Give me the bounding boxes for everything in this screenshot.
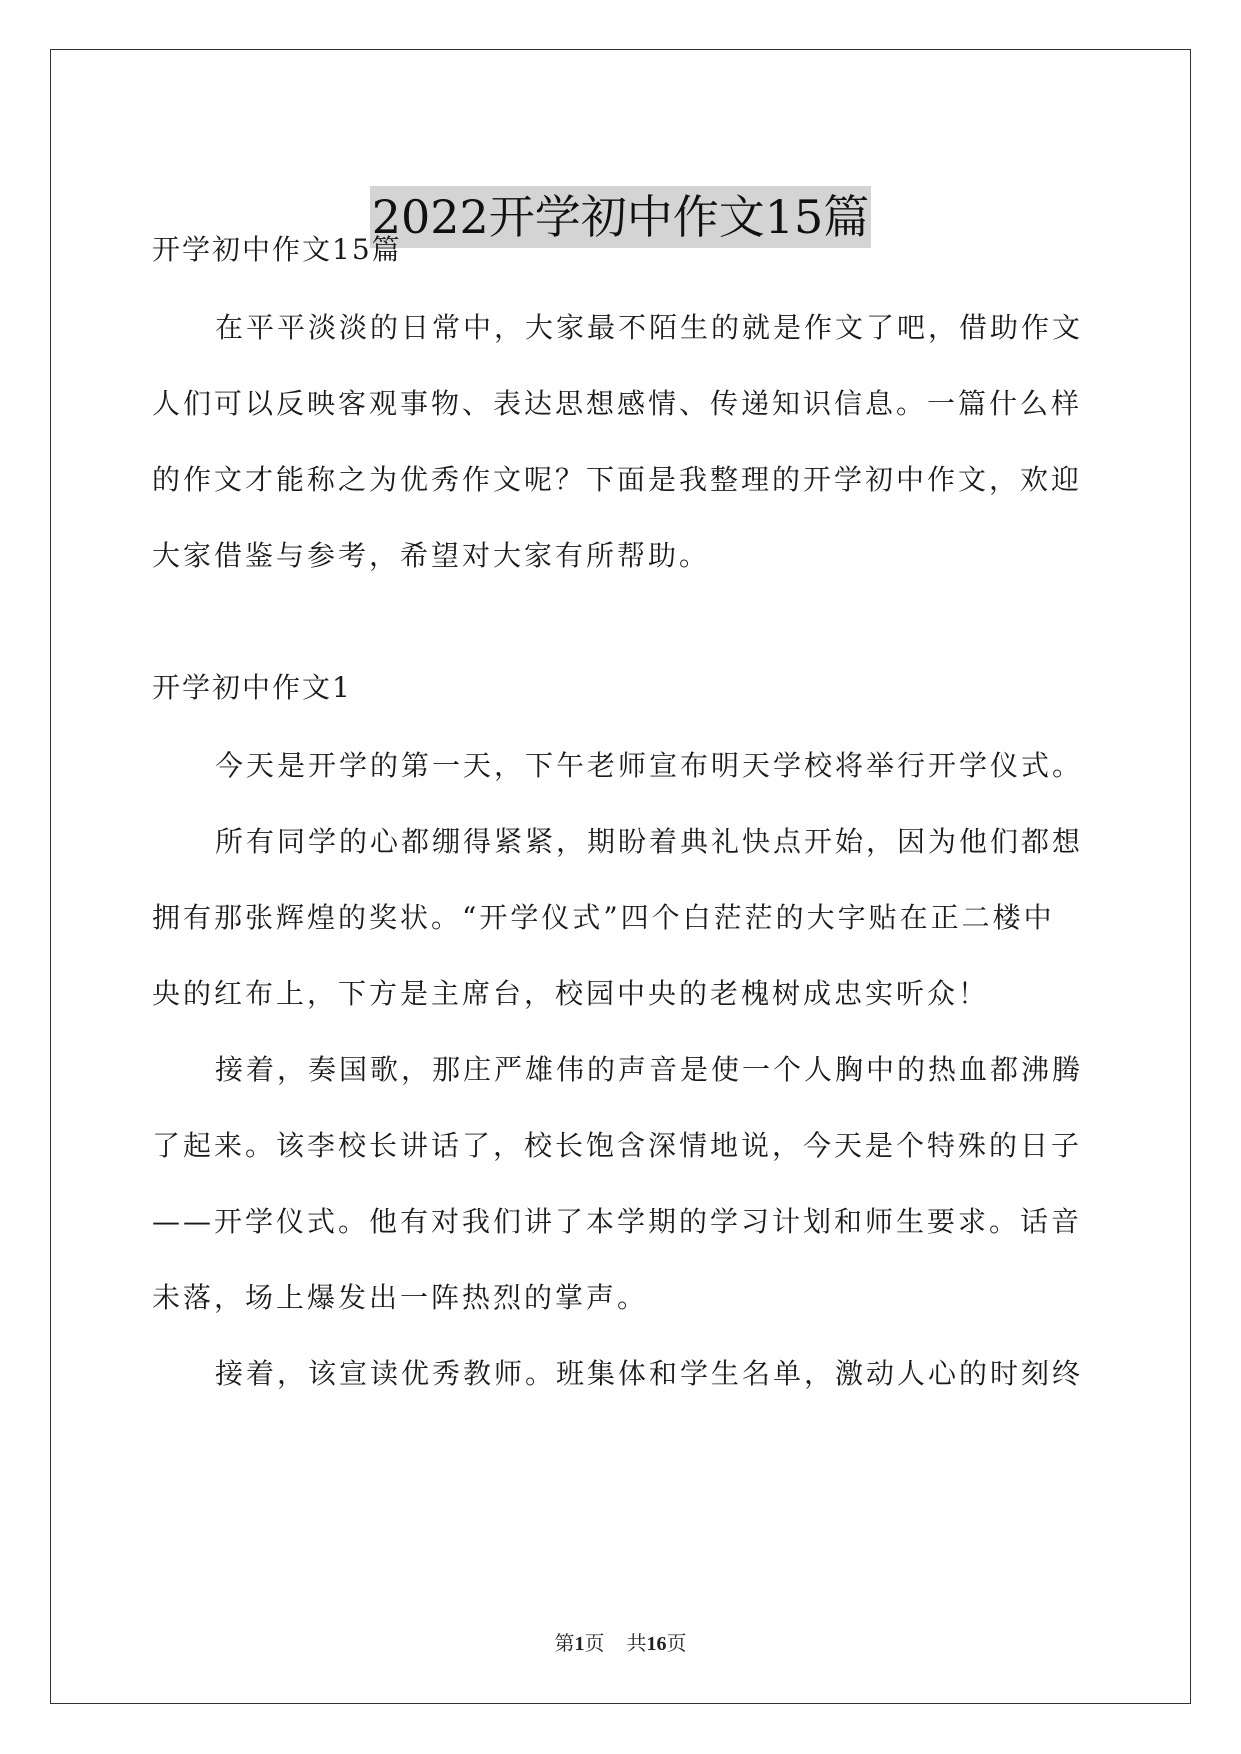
essay-paragraph-1 <box>152 746 1090 786</box>
intro-heading: 开学初中作文15篇 <box>152 233 402 266</box>
paragraph-line: 大家借鉴与参考，希望对大家有所帮助。 <box>152 539 711 572</box>
page-footer <box>0 1630 1241 1657</box>
intro-paragraph <box>152 308 1090 576</box>
essay-heading: 开学初中作文1 <box>152 671 352 704</box>
section-gap <box>152 612 1090 668</box>
paragraph-line: 的作文才能称之为优秀作文呢？下面是我整理的开学初中作文，欢迎 <box>152 463 1083 496</box>
paragraph-line: 拥有那张辉煌的奖状。“开学仪式”四个白茫茫的大字贴在正二楼中 <box>152 901 1055 934</box>
essay-paragraph-2 <box>152 822 1090 1014</box>
paragraph-line: 人们可以反映客观事物、表达思想感情、传递知识信息。一篇什么样 <box>152 387 1083 420</box>
paragraph-line: 在平平淡淡的日常中，大家最不陌生的就是作文了吧，借助作文 <box>215 311 1084 344</box>
paragraph-line: 央的红布上，下方是主席台，校园中央的老槐树成忠实听众！ <box>152 977 990 1010</box>
paragraph-line: 所有同学的心都绷得紧紧，期盼着典礼快点开始，因为他们都想 <box>215 825 1084 858</box>
paragraph-line: 未落，场上爆发出一阵热烈的掌声。 <box>152 1281 649 1314</box>
paragraph-line: ——开学仪式。他有对我们讲了本学期的学习计划和师生要求。话音 <box>152 1205 1083 1238</box>
paragraph-line: 今天是开学的第一天，下午老师宣布明天学校将举行开学仪式。 <box>215 749 1084 782</box>
paragraph-line: 接着，该宣读优秀教师。班集体和学生名单，激动人心的时刻终 <box>215 1357 1084 1390</box>
paragraph-line: 接着，奏国歌，那庄严雄伟的声音是使一个人胸中的热血都沸腾 <box>215 1053 1084 1086</box>
page-prefix: 第 <box>554 1631 575 1655</box>
total-suffix: 页 <box>666 1631 687 1655</box>
paragraph-line: 了起来。该李校长讲话了，校长饱含深情地说，今天是个特殊的日子 <box>152 1129 1083 1162</box>
page-suffix: 页 <box>584 1631 605 1655</box>
page-total: 16 <box>646 1633 667 1655</box>
document-body <box>152 230 1090 1430</box>
essay-paragraph-4 <box>152 1354 1090 1394</box>
page-current: 1 <box>574 1633 585 1655</box>
essay-paragraph-3 <box>152 1050 1090 1318</box>
total-prefix: 共 <box>626 1631 647 1655</box>
document-title: 2022开学初中作文15篇 <box>370 186 872 248</box>
